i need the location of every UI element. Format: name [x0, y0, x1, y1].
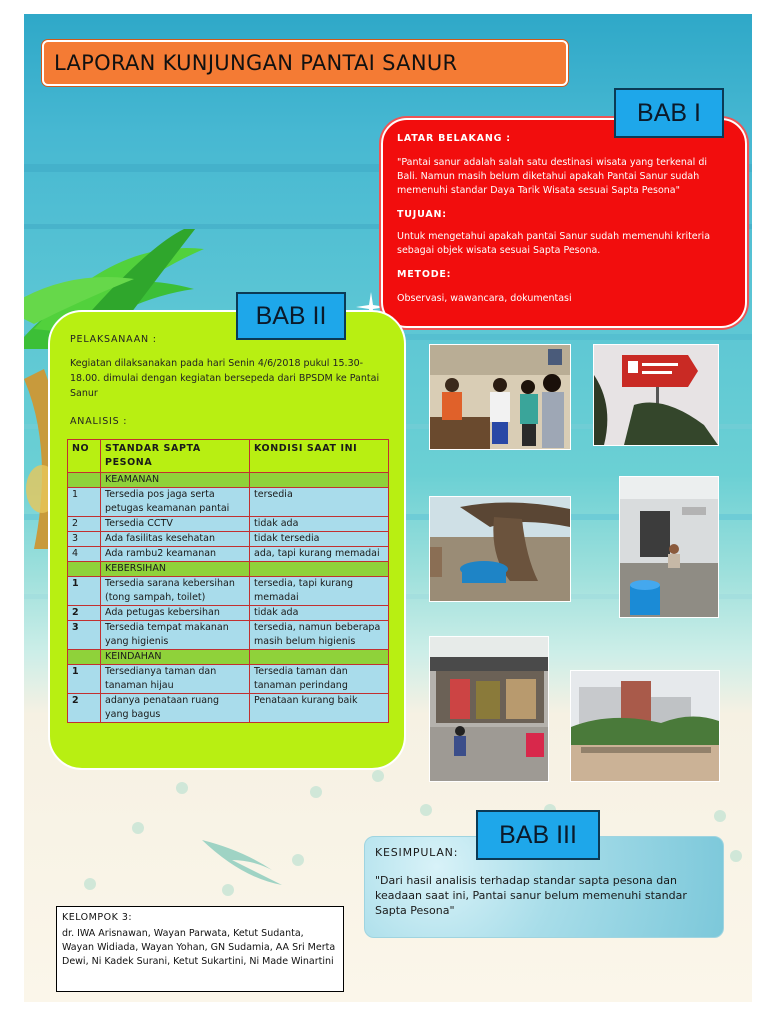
kelompok-members: dr. IWA Arisnawan, Wayan Parwata, Ketut Sudanta, Wayan Widiada, Wayan Yohan, GN Sudamia, AA Sri Merta Dewi, Ni Kadek Surani, Ketut Sukartini, Ni Made Winartini: [62, 928, 336, 967]
category-keamanan: KEAMANAN: [101, 473, 250, 488]
photo-interview: [429, 344, 571, 450]
pelaksanaan-label: PELAKSANAAN :: [70, 334, 157, 345]
category-keindahan: KEINDAHAN: [101, 650, 250, 665]
bab1-tag: BAB I: [614, 88, 724, 138]
analisis-label: ANALISIS :: [70, 416, 128, 427]
kelompok-label: KELOMPOK 3:: [62, 912, 133, 923]
title-banner: [42, 40, 568, 86]
beach-photo-icon: [571, 671, 719, 781]
pelaksanaan-text: Kegiatan dilaksanakan pada hari Senin 4/6/2018 pukul 15.30-18.00. dimulai dengan kegiatan bersepeda dari BPSDM ke Pantai Sanur: [70, 358, 380, 399]
category-kebersihan: KEBERSIHAN: [101, 562, 250, 577]
page-title: LAPORAN KUNJUNGAN PANTAI SANUR: [54, 51, 458, 75]
latar-belakang-label: LATAR BELAKANG :: [397, 133, 511, 144]
kesimpulan-text: "Dari hasil analisis terhadap standar sapta pesona dan keadaan saat ini, Pantai sanur belum memenuhi standar Sapta Pesona": [375, 874, 687, 917]
bab1-panel: [381, 118, 747, 328]
latar-belakang-text: "Pantai sanur adalah salah satu destinasi wisata yang terkenal di Bali. Namun masih belum diketahui apakah Pantai Sanur sudah memenuhi standar Daya Tarik Wisata sesuai Sapta Pesona": [397, 157, 707, 196]
poster-background: [24, 14, 752, 1002]
table-row: 4 Ada rambu2 keamanan ada, tapi kurang memadai: [68, 547, 389, 562]
kesimpulan-label: KESIMPULAN:: [375, 846, 459, 859]
people-photo-icon: [430, 345, 570, 449]
bab3-tag: BAB III: [476, 810, 600, 860]
table-header-kondisi: KONDISI SAAT INI: [250, 440, 389, 473]
kelompok-box: [56, 906, 344, 992]
photo-tree-trash: [429, 496, 571, 602]
sign-photo-icon: [594, 345, 718, 445]
table-row: 1 Tersedia sarana kebersihan (tong sampah, toilet) tersedia, tapi kurang memadai: [68, 577, 389, 606]
photo-food-stall: [429, 636, 549, 782]
table-header-no: NO: [68, 440, 101, 473]
bab2-tag: BAB II: [236, 292, 346, 340]
table-row: 3 Tersedia tempat makanan yang higienis tersedia, namun beberapa masih belum higienis: [68, 621, 389, 650]
table-row: 2 Tersedia CCTV tidak ada: [68, 517, 389, 532]
toilet-photo-icon: [620, 477, 718, 617]
table-row: 2 adanya penataan ruang yang bagus Penataan kurang baik: [68, 694, 389, 723]
table-header-standar: STANDAR SAPTA PESONA: [101, 440, 250, 473]
table-row: 1 Tersedia pos jaga serta petugas keamanan pantai tersedia: [68, 488, 389, 517]
table-row: 3 Ada fasilitas kesehatan tidak tersedia: [68, 532, 389, 547]
tujuan-text: Untuk mengetahui apakah pantai Sanur sudah memenuhi kriteria sebagai objek wisata sesuai Sapta Pesona.: [397, 231, 711, 256]
metode-text: Observasi, wawancara, dokumentasi: [397, 293, 572, 304]
seaweed-icon: [202, 830, 302, 890]
tujuan-label: TUJUAN:: [397, 209, 447, 220]
photo-toilet: [619, 476, 719, 618]
bab2-panel: [48, 310, 406, 770]
table-row: 2 Ada petugas kebersihan tidak ada: [68, 606, 389, 621]
photo-beach-hotel: [570, 670, 720, 782]
table-row: 1 Tersedianya taman dan tanaman hijau Tersedia taman dan tanaman perindang: [68, 665, 389, 694]
sapta-pesona-table: [67, 439, 389, 723]
tree-photo-icon: [430, 497, 570, 601]
photo-sign: [593, 344, 719, 446]
metode-label: METODE:: [397, 269, 452, 280]
stall-photo-icon: [430, 637, 548, 781]
